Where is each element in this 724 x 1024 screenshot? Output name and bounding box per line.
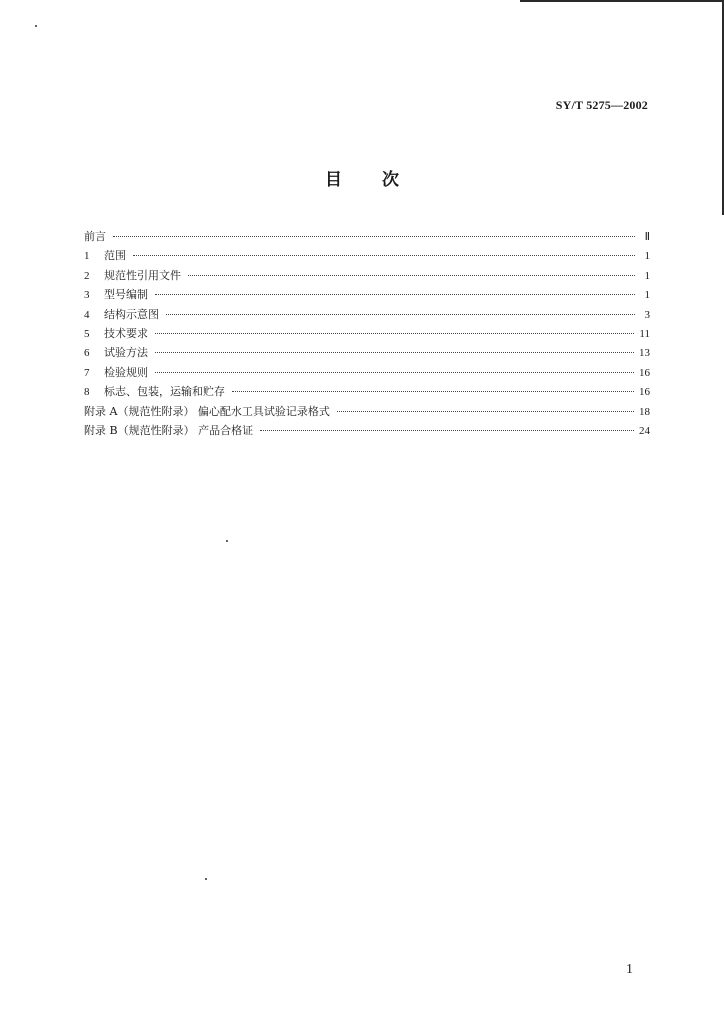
toc-entry-page: Ⅱ <box>644 231 650 243</box>
scan-speck <box>205 878 207 880</box>
toc-entry-page: 3 <box>644 308 650 321</box>
toc-entry-number: 6 <box>84 347 90 360</box>
toc-leader-dots <box>337 411 634 412</box>
toc-entry-2[interactable] <box>84 266 650 285</box>
toc-entry-label: 范围 <box>104 249 126 263</box>
toc-entry-label: 结构示意图 <box>104 307 159 321</box>
scan-border-top <box>520 0 724 2</box>
toc-entry-page: 1 <box>644 289 650 302</box>
toc-entry-foreword[interactable] <box>84 227 650 246</box>
toc-entry-number: 2 <box>84 269 90 282</box>
toc-entry-number: 4 <box>84 308 90 321</box>
scan-speck <box>226 540 228 542</box>
toc-entry-number: 8 <box>84 386 90 399</box>
toc-entry-label: 型号编制 <box>104 288 148 302</box>
toc-entry-label: 附录 A（规范性附录） 偏心配水工具试验记录格式 <box>84 404 330 418</box>
toc-entry-page: 16 <box>639 366 650 379</box>
toc-entry-1[interactable] <box>84 246 650 265</box>
toc-entry-page: 1 <box>644 269 650 282</box>
toc-leader-dots <box>166 314 635 315</box>
toc-entry-3[interactable] <box>84 285 650 304</box>
toc-entry-page: 18 <box>639 405 650 418</box>
toc-entry-page: 11 <box>639 327 650 340</box>
toc-leader-dots <box>113 236 635 237</box>
toc-leader-dots <box>155 352 634 353</box>
toc-entry-5[interactable] <box>84 324 650 343</box>
toc-entry-appendix-a[interactable] <box>84 402 650 421</box>
toc-leader-dots <box>232 391 634 392</box>
toc-entry-number: 3 <box>84 289 90 302</box>
scan-speck <box>35 25 37 27</box>
toc-leader-dots <box>155 294 635 295</box>
toc-leader-dots <box>155 333 634 334</box>
toc-leader-dots <box>188 275 635 276</box>
toc-entry-number: 1 <box>84 250 90 263</box>
toc-entry-label: 前言 <box>84 230 106 243</box>
toc-entry-label: 附录 B（规范性附录） 产品合格证 <box>84 423 254 437</box>
toc-leader-dots <box>260 430 634 431</box>
toc-leader-dots <box>133 255 635 256</box>
toc-title: 目 次 <box>325 170 399 190</box>
toc-leader-dots <box>155 372 634 373</box>
toc-entry-label: 标志、包装，运输和贮存 <box>104 385 225 399</box>
document-code: SY/T 5275—2002 <box>555 98 648 112</box>
toc-entry-label: 规范性引用文件 <box>104 268 181 282</box>
toc-entry-page: 16 <box>639 386 650 399</box>
toc-entry-4[interactable] <box>84 305 650 324</box>
toc-entry-6[interactable] <box>84 343 650 362</box>
toc-entry-label: 检验规则 <box>104 365 148 379</box>
toc-entry-label: 技术要求 <box>104 326 148 340</box>
table-of-contents <box>84 227 650 440</box>
toc-entry-page: 1 <box>644 250 650 263</box>
toc-entry-8[interactable] <box>84 382 650 401</box>
toc-entry-number: 7 <box>84 366 90 379</box>
toc-entry-number: 5 <box>84 327 90 340</box>
toc-entry-label: 试验方法 <box>104 346 148 360</box>
toc-entry-page: 13 <box>639 347 650 360</box>
toc-entry-page: 24 <box>639 424 650 437</box>
toc-entry-appendix-b[interactable] <box>84 421 650 440</box>
toc-entry-7[interactable] <box>84 363 650 382</box>
page-number: 1 <box>626 962 633 977</box>
